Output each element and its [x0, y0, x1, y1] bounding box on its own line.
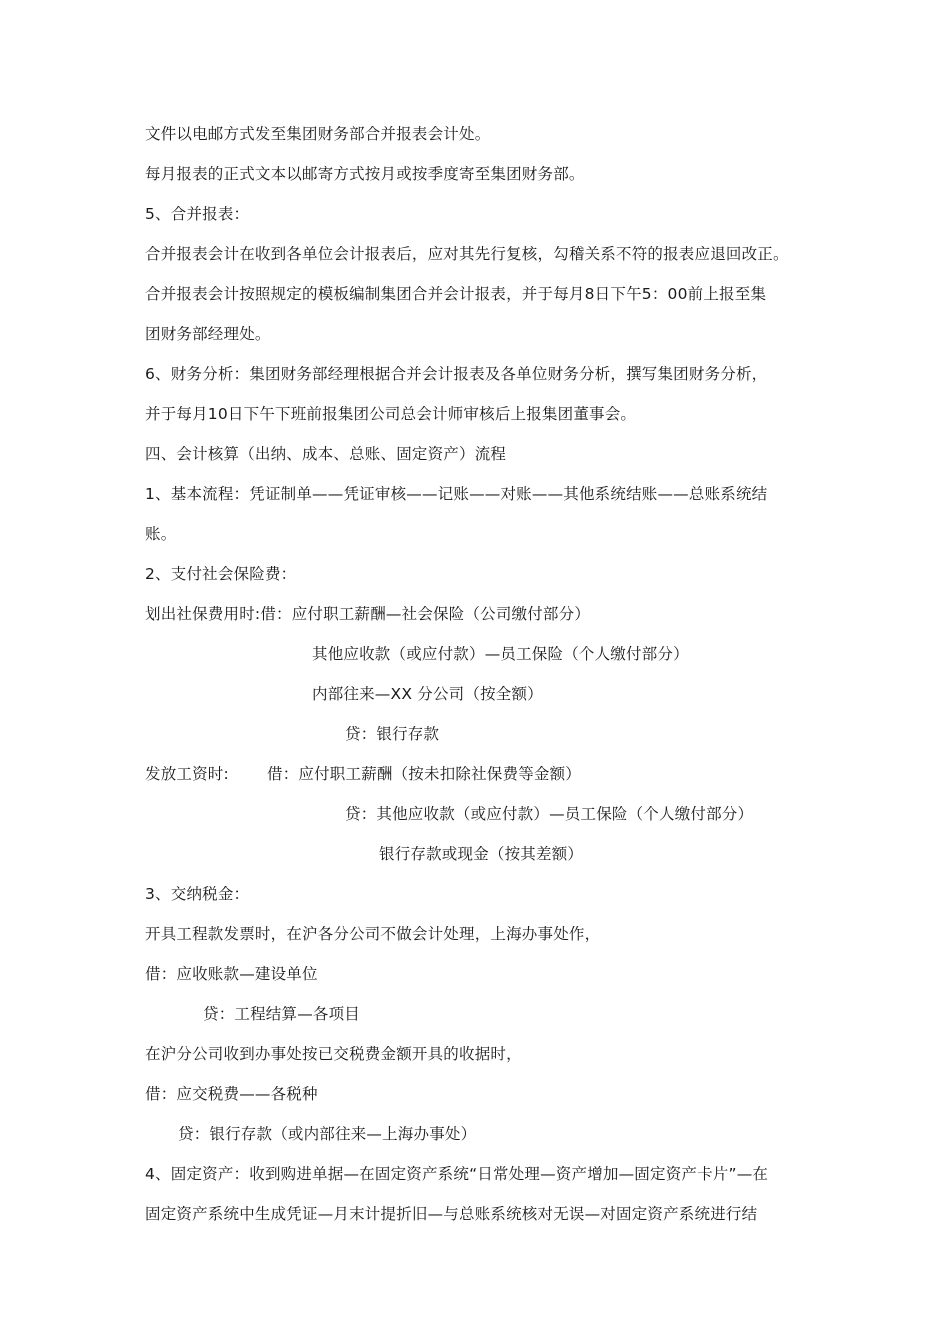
chapter-heading: 四、会计核算（出纳、成本、总账、固定资产）流程: [145, 445, 507, 463]
section-heading: 5、合并报表：: [145, 205, 250, 223]
journal-entry-line: 内部往来—XX 分公司（按全额）: [312, 685, 543, 703]
journal-entry-label: 发放工资时:: [145, 765, 229, 783]
section-heading: 3、交纳税金：: [145, 885, 250, 903]
section-heading: 2、支付社会保险费：: [145, 565, 297, 583]
text-line: 在沪分公司收到办事处按已交税费金额开具的收据时，: [145, 1045, 522, 1063]
section-heading: 4、固定资产：收到购进单据—在固定资产系统“日常处理—资产增加—固定资产卡片”—在: [145, 1165, 769, 1183]
journal-entry-line: 贷：银行存款（或内部往来—上海办事处）: [178, 1125, 477, 1143]
text-line: 固定资产系统中生成凭证—月末计提折旧—与总账系统核对无误—对固定资产系统进行结: [145, 1205, 758, 1223]
journal-entry-line: 银行存款或现金（按其差额）: [379, 845, 584, 863]
text-line: 文件以电邮方式发至集团财务部合并报表会计处。: [145, 125, 491, 143]
section-heading: 1、基本流程：凭证制单——凭证审核——记账——对账——其他系统结账——总账系统结: [145, 485, 768, 503]
journal-entry-line: 借：应收账款—建设单位: [145, 965, 318, 983]
text-line: 开具工程款发票时，在沪各分公司不做会计处理，上海办事处作，: [145, 925, 601, 943]
text-line: 账。: [145, 525, 177, 543]
journal-entry-line: 划出社保费用时:借：应付职工薪酬—社会保险（公司缴付部分）: [145, 605, 591, 623]
journal-entry-line: 贷：其他应收款（或应付款）—员工保险（个人缴付部分）: [345, 805, 754, 823]
text-line: 合并报表会计在收到各单位会计报表后，应对其先行复核，勾稽关系不符的报表应退回改正。: [145, 245, 789, 263]
text-line: 合并报表会计按照规定的模板编制集团合并会计报表，并于每月8日下午5：00前上报至集: [145, 285, 767, 303]
text-line: 每月报表的正式文本以邮寄方式按月或按季度寄至集团财务部。: [145, 165, 585, 183]
text-line: 团财务部经理处。: [145, 325, 271, 343]
journal-entry-line: 贷：工程结算—各项目: [203, 1005, 361, 1023]
journal-entry-line: 借：应交税费——各税种: [145, 1085, 318, 1103]
journal-entry-line: 贷：银行存款: [345, 725, 440, 743]
journal-entry-line: 其他应收款（或应付款）—员工保险（个人缴付部分）: [312, 645, 689, 663]
section-heading: 6、财务分析：集团财务部经理根据合并会计报表及各单位财务分析，撰写集团财务分析，: [145, 365, 768, 383]
text-line: 并于每月10日下午下班前报集团公司总会计师审核后上报集团董事会。: [145, 405, 637, 423]
journal-entry-line: 借：应付职工薪酬（按未扣除社保费等金额）: [267, 765, 582, 783]
